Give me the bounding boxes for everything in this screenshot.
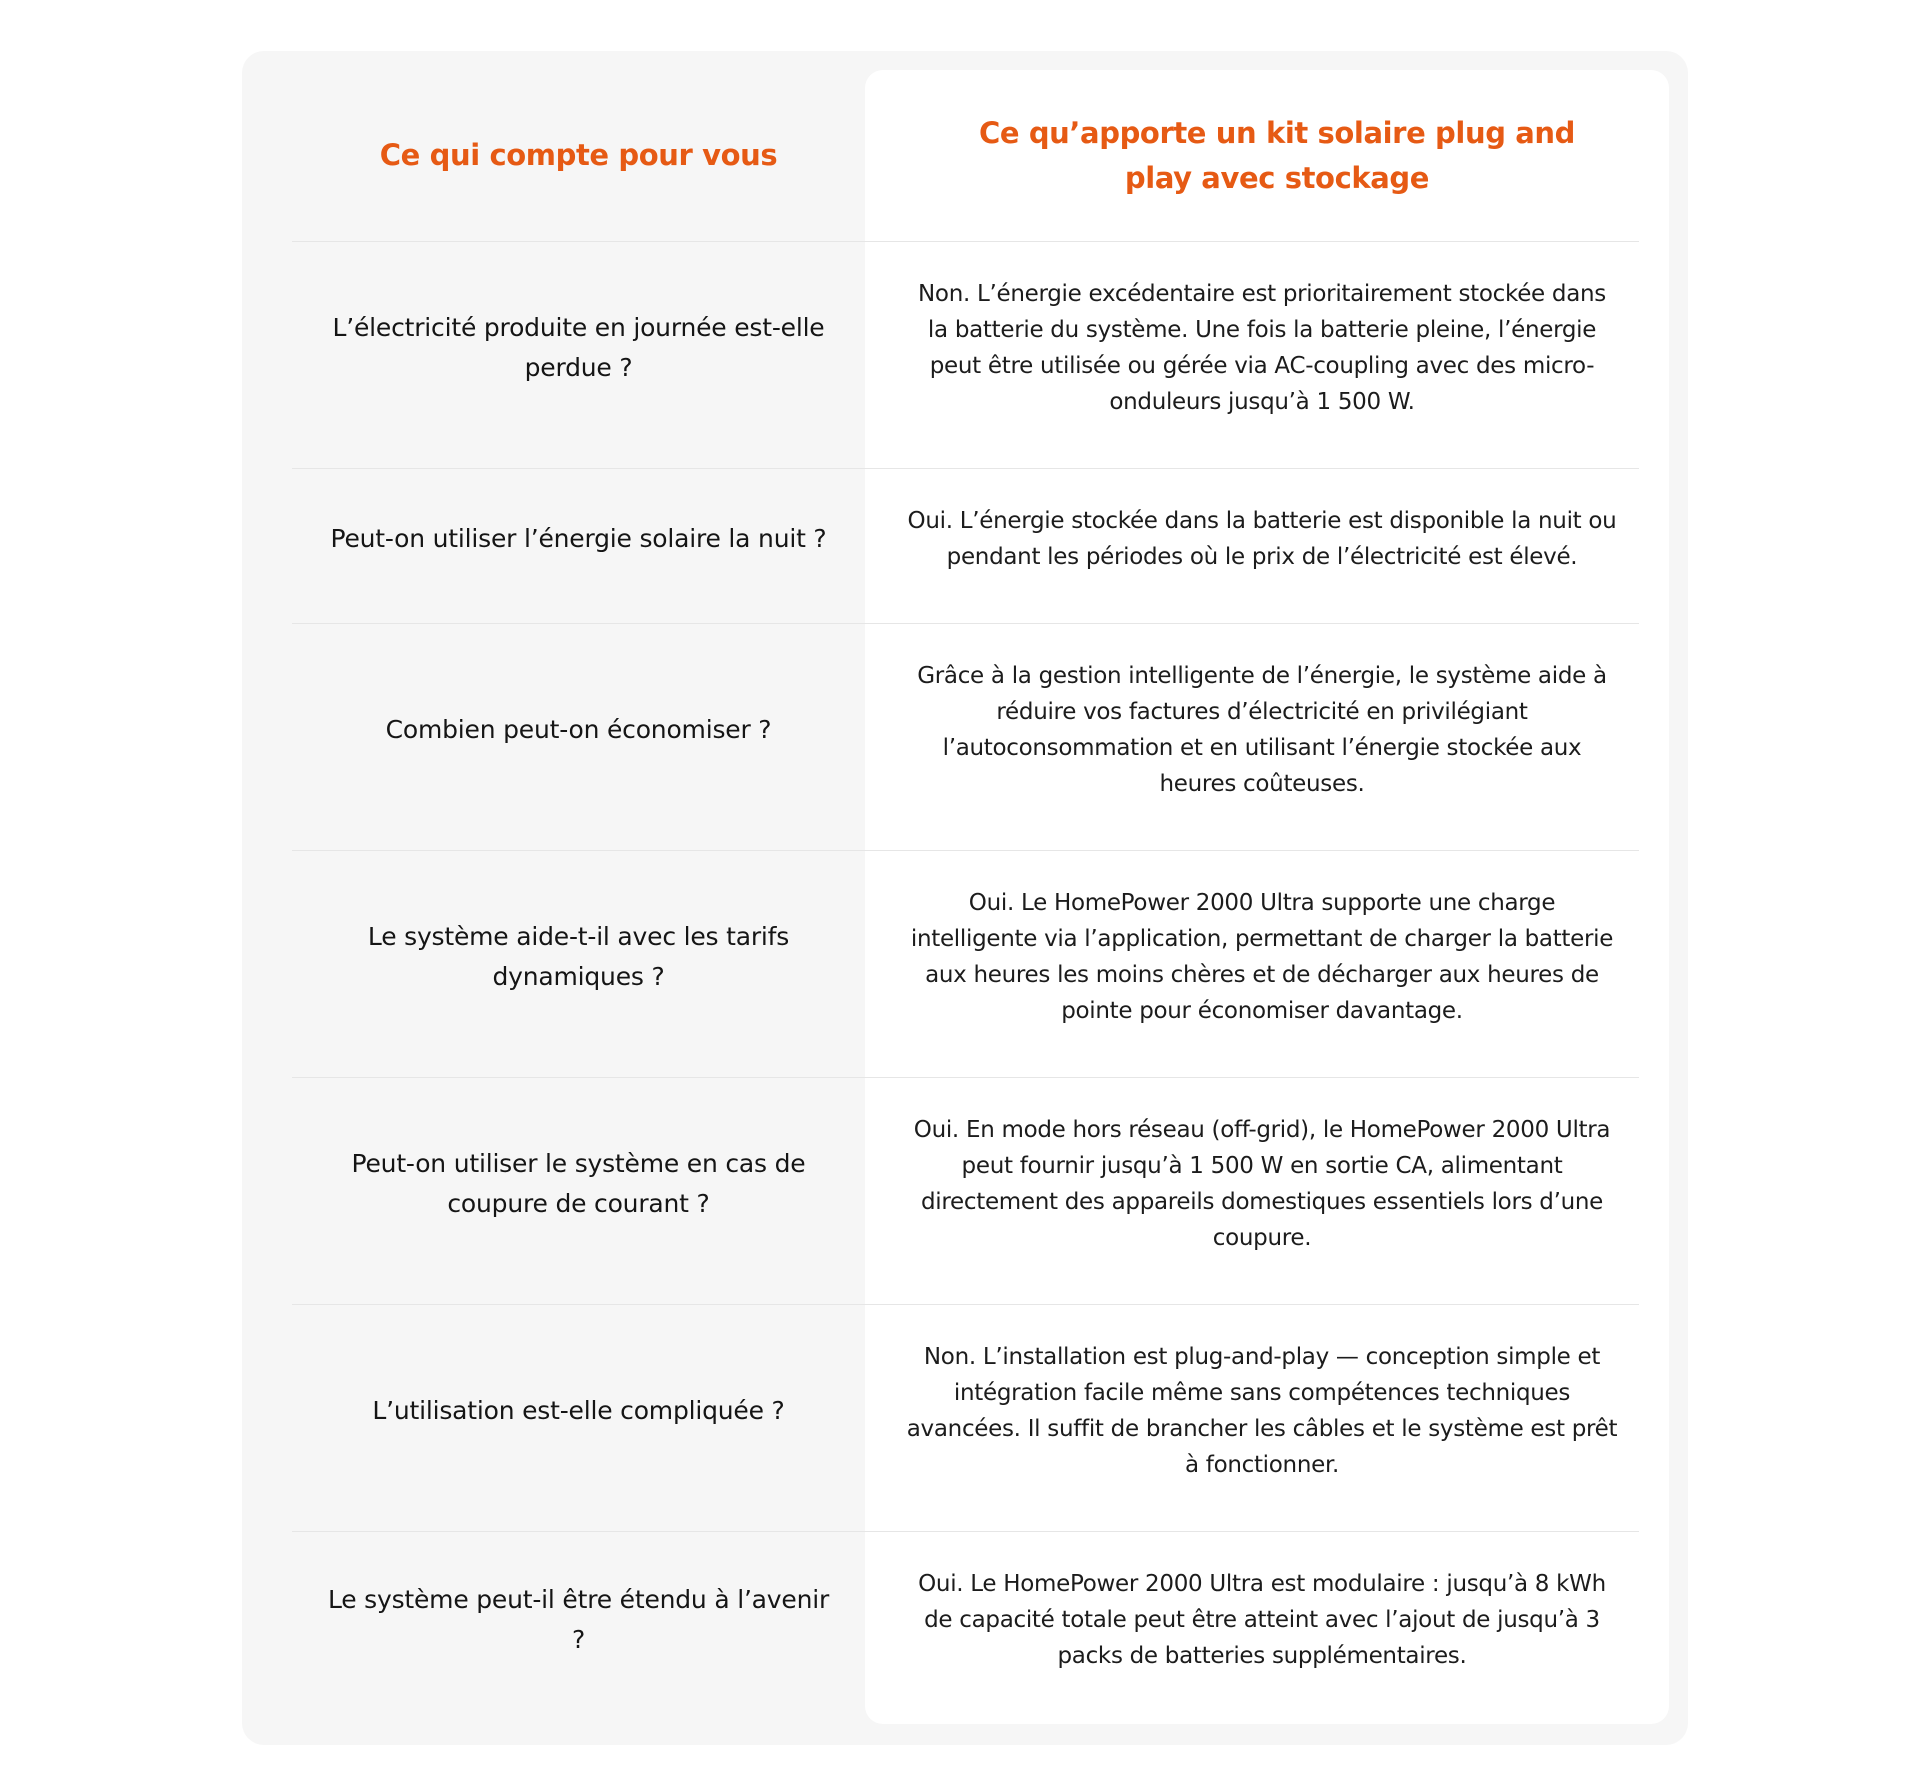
table-row xyxy=(292,469,1639,624)
question-cell xyxy=(292,1532,865,1722)
answer-cell xyxy=(865,1532,1639,1722)
answer-text: Oui. Le HomePower 2000 Ultra supporte une charge intelligente via l’application, permettant de charger la batterie aux heures les moins chères et de décharger aux heures de pointe pour économiser davantage. xyxy=(910,890,1614,1024)
answer-text: Oui. L’énergie stockée dans la batterie est disponible la nuit ou pendant les périodes où le prix de l’électricité est élevé. xyxy=(907,508,1617,570)
header-right-cell xyxy=(865,70,1639,241)
table-row xyxy=(292,1078,1639,1305)
answer-text: Non. L’énergie excédentaire est prioritairement stockée dans la batterie du système. Une fois la batterie pleine, l’énergie peut être utilisée ou gérée via AC-coupling avec des micro-onduleurs jusqu’à 1 500 W. xyxy=(918,281,1606,415)
question-cell xyxy=(292,469,865,623)
answer-cell xyxy=(865,1305,1639,1531)
table-header-row xyxy=(292,70,1639,242)
answer-text: Oui. Le HomePower 2000 Ultra est modulaire : jusqu’à 8 kWh de capacité totale peut être atteint avec l’ajout de jusqu’à 3 packs de batteries supplémentaires. xyxy=(918,1571,1606,1669)
question-text: L’utilisation est-elle compliquée ? xyxy=(372,1396,785,1425)
table-row xyxy=(292,624,1639,851)
table-row xyxy=(292,1532,1639,1722)
header-left-title: Ce qui compte pour vous xyxy=(379,138,778,172)
answer-text: Oui. En mode hors réseau (off-grid), le HomePower 2000 Ultra peut fournir jusqu’à 1 500 W en sortie CA, alimentant directement des appareils domestiques essentiels lors d’une coupure. xyxy=(913,1117,1611,1251)
question-text: Peut-on utiliser l’énergie solaire la nuit ? xyxy=(330,524,827,553)
question-text: Combien peut-on économiser ? xyxy=(385,715,772,744)
answer-text: Non. L’installation est plug-and-play — conception simple et intégration facile même sans compétences techniques avancées. Il suffit de brancher les câbles et le système est prêt à fonctionner. xyxy=(906,1344,1618,1478)
question-cell xyxy=(292,1305,865,1531)
question-cell xyxy=(292,242,865,468)
question-text: Le système aide-t-il avec les tarifs dynamiques ? xyxy=(367,922,790,991)
question-text: L’électricité produite en journée est-elle perdue ? xyxy=(332,313,825,382)
question-text: Le système peut-il être étendu à l’avenir ? xyxy=(327,1585,830,1654)
header-left-cell xyxy=(292,70,865,241)
question-text: Peut-on utiliser le système en cas de coupure de courant ? xyxy=(351,1149,806,1218)
answer-cell xyxy=(865,469,1639,623)
header-right-title: Ce qu’apporte un kit solaire plug and play avec stockage xyxy=(978,115,1576,195)
table-row xyxy=(292,851,1639,1078)
comparison-table xyxy=(292,70,1639,1722)
question-cell xyxy=(292,624,865,850)
answer-cell xyxy=(865,851,1639,1077)
answer-cell xyxy=(865,242,1639,468)
answer-cell xyxy=(865,1078,1639,1304)
answer-text: Grâce à la gestion intelligente de l’énergie, le système aide à réduire vos factures d’électricité en privilégiant l’autoconsommation et en utilisant l’énergie stockée aux heures coûteuses. xyxy=(917,663,1607,797)
question-cell xyxy=(292,1078,865,1304)
question-cell xyxy=(292,851,865,1077)
table-row xyxy=(292,1305,1639,1532)
answer-cell xyxy=(865,624,1639,850)
table-row xyxy=(292,242,1639,469)
